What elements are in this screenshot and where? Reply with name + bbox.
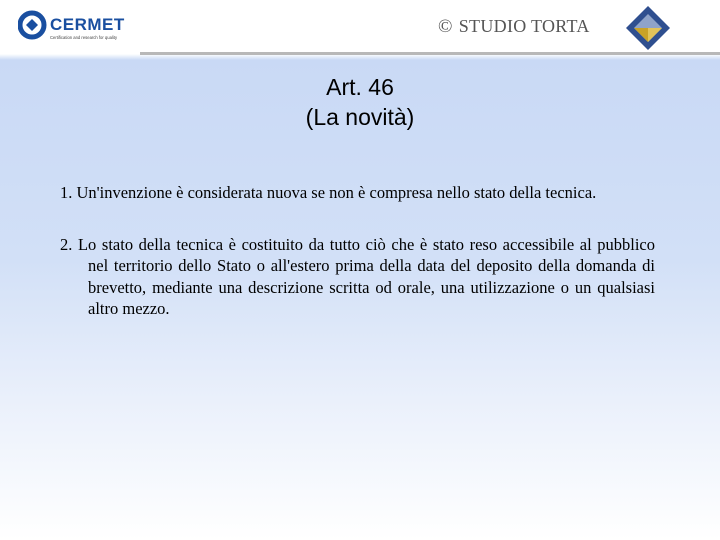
header-divider	[140, 52, 720, 55]
article-body	[60, 182, 655, 350]
title-line-1: Art. 46	[326, 74, 394, 100]
brand-tagline: Certification and research for quality	[50, 35, 118, 40]
brand-name: CERMET	[50, 15, 125, 34]
title-line-2: (La novità)	[305, 104, 415, 130]
page-title	[0, 72, 720, 132]
cermet-logo	[18, 10, 138, 42]
studio-name-text: STUDIO TORTA	[458, 16, 590, 36]
paragraph-2: 2. Lo stato della tecnica è costituito da tutto ciò che è stato reso accessibile al pubblico nel territorio dello Stato o all'estero prima della data del deposito della domanda di brevetto, mediante una descrizione scritta od orale, una utilizzazione o un qualsiasi altro mezzo.	[60, 234, 655, 318]
header-bar	[0, 0, 720, 52]
studio-name	[438, 16, 590, 38]
copyright-symbol: ©	[438, 16, 453, 37]
paragraph-1: 1. Un'invenzione è considerata nuova se non è compresa nello stato della tecnica.	[60, 183, 597, 202]
studio-torta-logo	[624, 4, 672, 52]
